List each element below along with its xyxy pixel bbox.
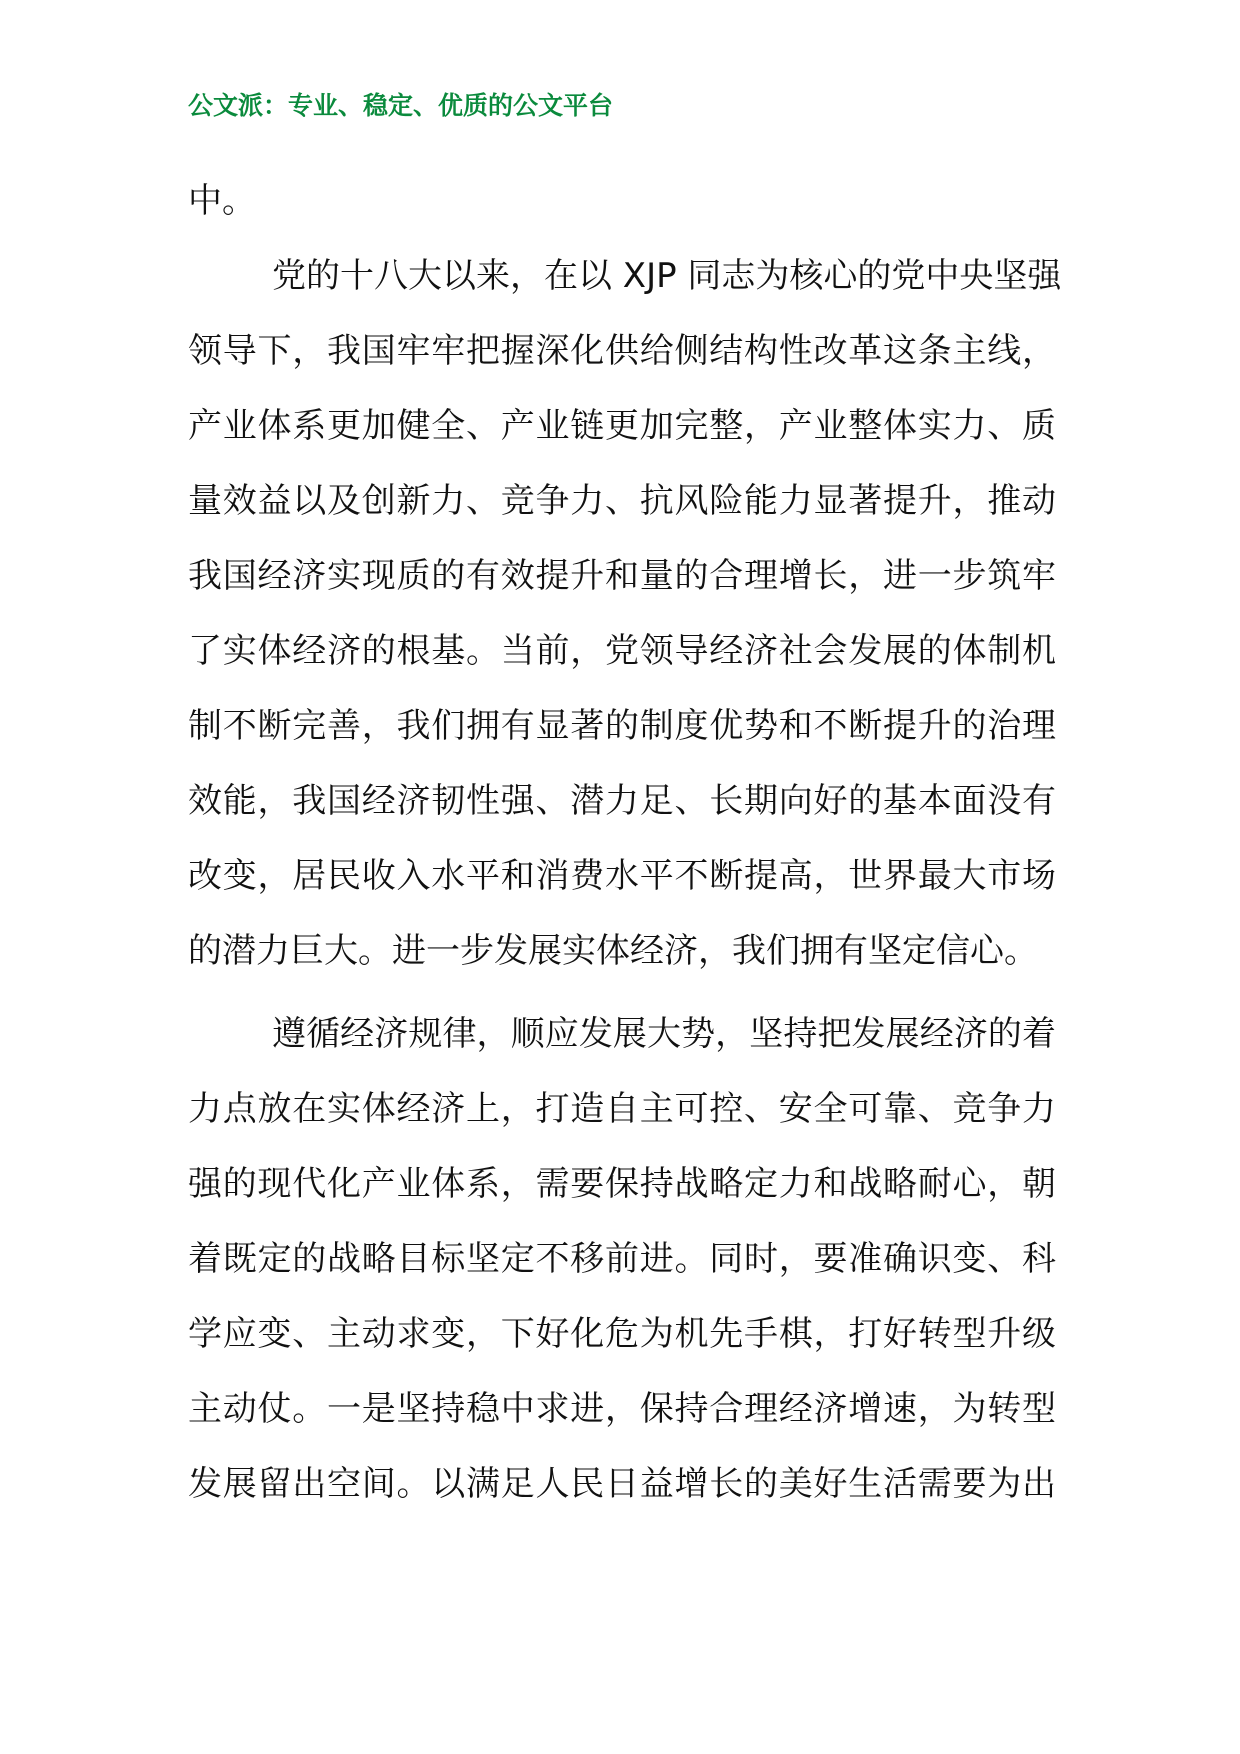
text-line: 强的现代化产业体系，需要保持战略定力和战略耐心，朝 bbox=[188, 1164, 1056, 1204]
text-line: 量效益以及创新力、竞争力、抗风险能力显著提升，推动 bbox=[188, 481, 1056, 521]
text-line: 力点放在实体经济上，打造自主可控、安全可靠、竞争力 bbox=[188, 1089, 1056, 1129]
text-line: 主动仗。一是坚持稳中求进，保持合理经济增速，为转型 bbox=[188, 1389, 1056, 1429]
paragraph-first-line: 党的十八大以来，在以 XJP 同志为核心的党中央坚强 bbox=[272, 256, 1062, 296]
text-line: 产业体系更加健全、产业链更加完整，产业整体实力、质 bbox=[188, 406, 1056, 446]
text-line: 了实体经济的根基。当前，党领导经济社会发展的体制机 bbox=[188, 631, 1056, 671]
paragraph-first-line: 遵循经济规律，顺应发展大势，坚持把发展经济的着 bbox=[272, 1014, 1056, 1054]
text-line: 中。 bbox=[188, 181, 256, 221]
document-body bbox=[188, 164, 1062, 1522]
text-line: 制不断完善，我们拥有显著的制度优势和不断提升的治理 bbox=[188, 706, 1056, 746]
text-line: 的潜力巨大。进一步发展实体经济，我们拥有坚定信心。 bbox=[188, 931, 1038, 971]
site-header-slogan: 公文派：专业、稳定、优质的公文平台 bbox=[188, 91, 614, 120]
text-line: 领导下，我国牢牢把握深化供给侧结构性改革这条主线， bbox=[188, 331, 1056, 371]
text-line: 发展留出空间。以满足人民日益增长的美好生活需要为出 bbox=[188, 1464, 1056, 1504]
text-line: 我国经济实现质的有效提升和量的合理增长，进一步筑牢 bbox=[188, 556, 1056, 596]
paragraph-gap bbox=[188, 989, 1056, 997]
text-line: 改变，居民收入水平和消费水平不断提高，世界最大市场 bbox=[188, 856, 1056, 896]
text-line: 着既定的战略目标坚定不移前进。同时，要准确识变、科 bbox=[188, 1239, 1056, 1279]
text-line: 学应变、主动求变，下好化危为机先手棋，打好转型升级 bbox=[188, 1314, 1056, 1354]
text-line: 效能，我国经济韧性强、潜力足、长期向好的基本面没有 bbox=[188, 781, 1056, 821]
